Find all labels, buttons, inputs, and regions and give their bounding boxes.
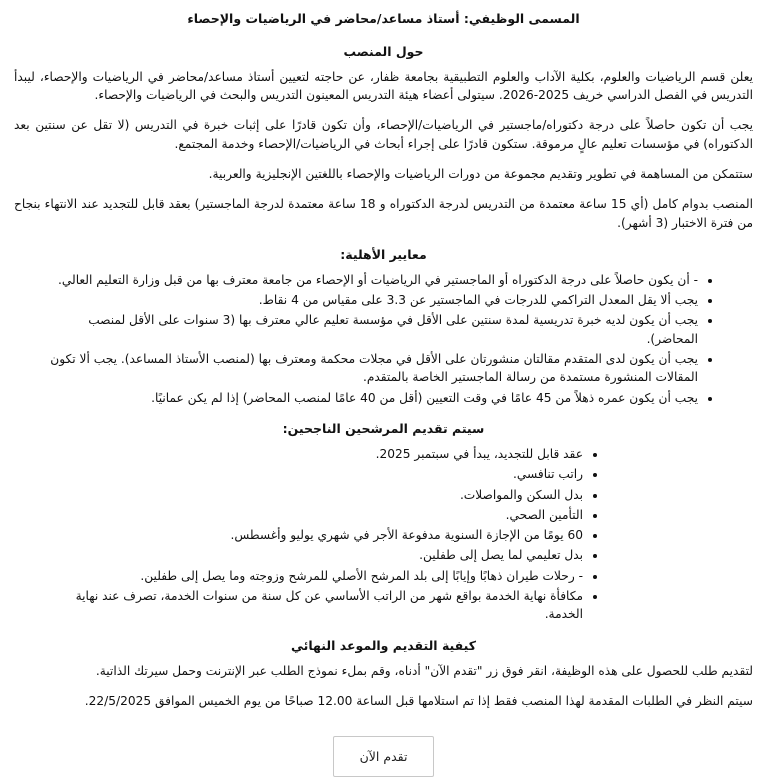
benefits-heading: سيتم تقديم المرشحين الناجحين: xyxy=(282,420,485,436)
about-heading: حول المنصب xyxy=(343,43,424,59)
apply-heading: كيفية التقديم والموعد النهائي xyxy=(291,637,476,653)
about-paragraph-4: المنصب بدوام كامل (أي 15 ساعة معتمدة من التدريس لدرجة الدكتوراه و 18 ساعة معتمدة لدرجة الماجستير) بعقد قابل للتجديد عند الانتهاء بنجاح من فترة الاختبار (3 أشهر). xyxy=(14,197,753,230)
apply-now-button[interactable]: تقدم الآن xyxy=(333,736,435,777)
page-title: المسمى الوظيفي: أستاذ مساعد/محاضر في الرياضيات والإحصاء xyxy=(187,11,580,26)
criteria-list xyxy=(14,271,753,407)
list-item: • مكافأة نهاية الخدمة بواقع شهر من الراتب الأساسي عن كل سنة من سنوات الخدمة، تصرف عند نهاية الخدمة. xyxy=(44,587,583,624)
list-item: • - أن يكون حاصلاً على درجة الدكتوراه أو الماجستير في الرياضيات أو الإحصاء من جامعة معترف بها من قبل وزارة التعليم العالي. xyxy=(44,271,698,289)
list-item: • يجب ألا يقل المعدل التراكمي للدرجات في الماجستير عن 3.3 على مقياس من 4 نقاط. xyxy=(44,291,698,309)
list-item: • يجب أن يكون لدى المتقدم مقالتان منشورتان على الأقل في مجلات محكمة ومعترف بها (لمنصب الأستاذ المساعد). يجب ألا تكون المقالات المنشورة مستمدة من رسالة الماجستير الخاصة بالمتقدم. xyxy=(44,350,698,387)
list-item: • بدل تعليمي لما يصل إلى طفلين. xyxy=(44,546,583,564)
about-paragraph-2: يجب أن تكون حاصلاً على درجة دكتوراه/ماجستير في الرياضيات/الإحصاء، وأن تكون قادرًا على إثبات خبرة في التدريس (لا تقل عن سنتين بعد الدكتوراه) في مؤسسات تعليم عالٍ مرموقة. ستكون قادرًا على إجراء أبحاث في الرياضيات/الإحصاء وخدمة المجتمع. xyxy=(14,118,753,152)
about-paragraph-3: ستتمكن من المساهمة في تطوير وتقديم مجموعة من دورات الرياضيات والإحصاء باللغتين الإنجليزية والعربية. xyxy=(208,167,753,182)
apply-paragraph-2: سيتم النظر في الطلبات المقدمة لهذا المنصب فقط إذا تم استلامها قبل الساعة 12.00 صباحًا من يوم الخميس الموافق 22/5/2025. xyxy=(84,693,753,708)
list-item: • بدل السكن والمواصلات. xyxy=(44,486,583,504)
list-item: • التأمين الصحي. xyxy=(44,506,583,524)
apply-button-container xyxy=(14,736,753,777)
apply-paragraph-1: لتقديم طلب للحصول على هذه الوظيفة، انقر فوق زر "تقدم الآن" أدناه، وقم بملء نموذج الطلب عبر الإنترنت وحمل سيرتك الذاتية. xyxy=(95,663,753,678)
list-item: • - رحلات طيران ذهابًا وإيابًا إلى بلد المرشح الأصلي للمرشح وزوجته وما يصل إلى طفلين. xyxy=(44,567,583,585)
benefits-list xyxy=(14,445,753,624)
criteria-heading: معايير الأهلية: xyxy=(340,246,427,262)
list-item: • يجب أن يكون عمره ذهلاً من 45 عامًا في وقت التعيين (أقل من 40 عامًا لمنصب المحاضر) إذا لم يكن عمانيًا. xyxy=(44,389,698,407)
list-item: • راتب تنافسي. xyxy=(44,465,583,483)
list-item: • عقد قابل للتجديد، يبدأ في سبتمبر 2025. xyxy=(44,445,583,463)
about-paragraph-1: يعلن قسم الرياضيات والعلوم، بكلية الآداب والعلوم التطبيقية بجامعة ظفار، عن حاجته لتعيين أستاذ مساعد/محاضر في الرياضيات والإحصاء، ليبدأ التدريس في الفصل الدراسي خريف 2025-2026. سيتولى أعضاء هيئة التدريس المعينون التدريس والبحث في الرياضيات والإحصاء. xyxy=(14,69,753,103)
list-item: • يجب أن يكون لديه خبرة تدريسية لمدة سنتين على الأقل في مؤسسة تعليم عالي معترف بها (3 سنوات على الأقل لمنصب المحاضر). xyxy=(44,311,698,348)
list-item: • 60 يومًا من الإجازة السنوية مدفوعة الأجر في شهري يوليو وأغسطس. xyxy=(44,526,583,544)
